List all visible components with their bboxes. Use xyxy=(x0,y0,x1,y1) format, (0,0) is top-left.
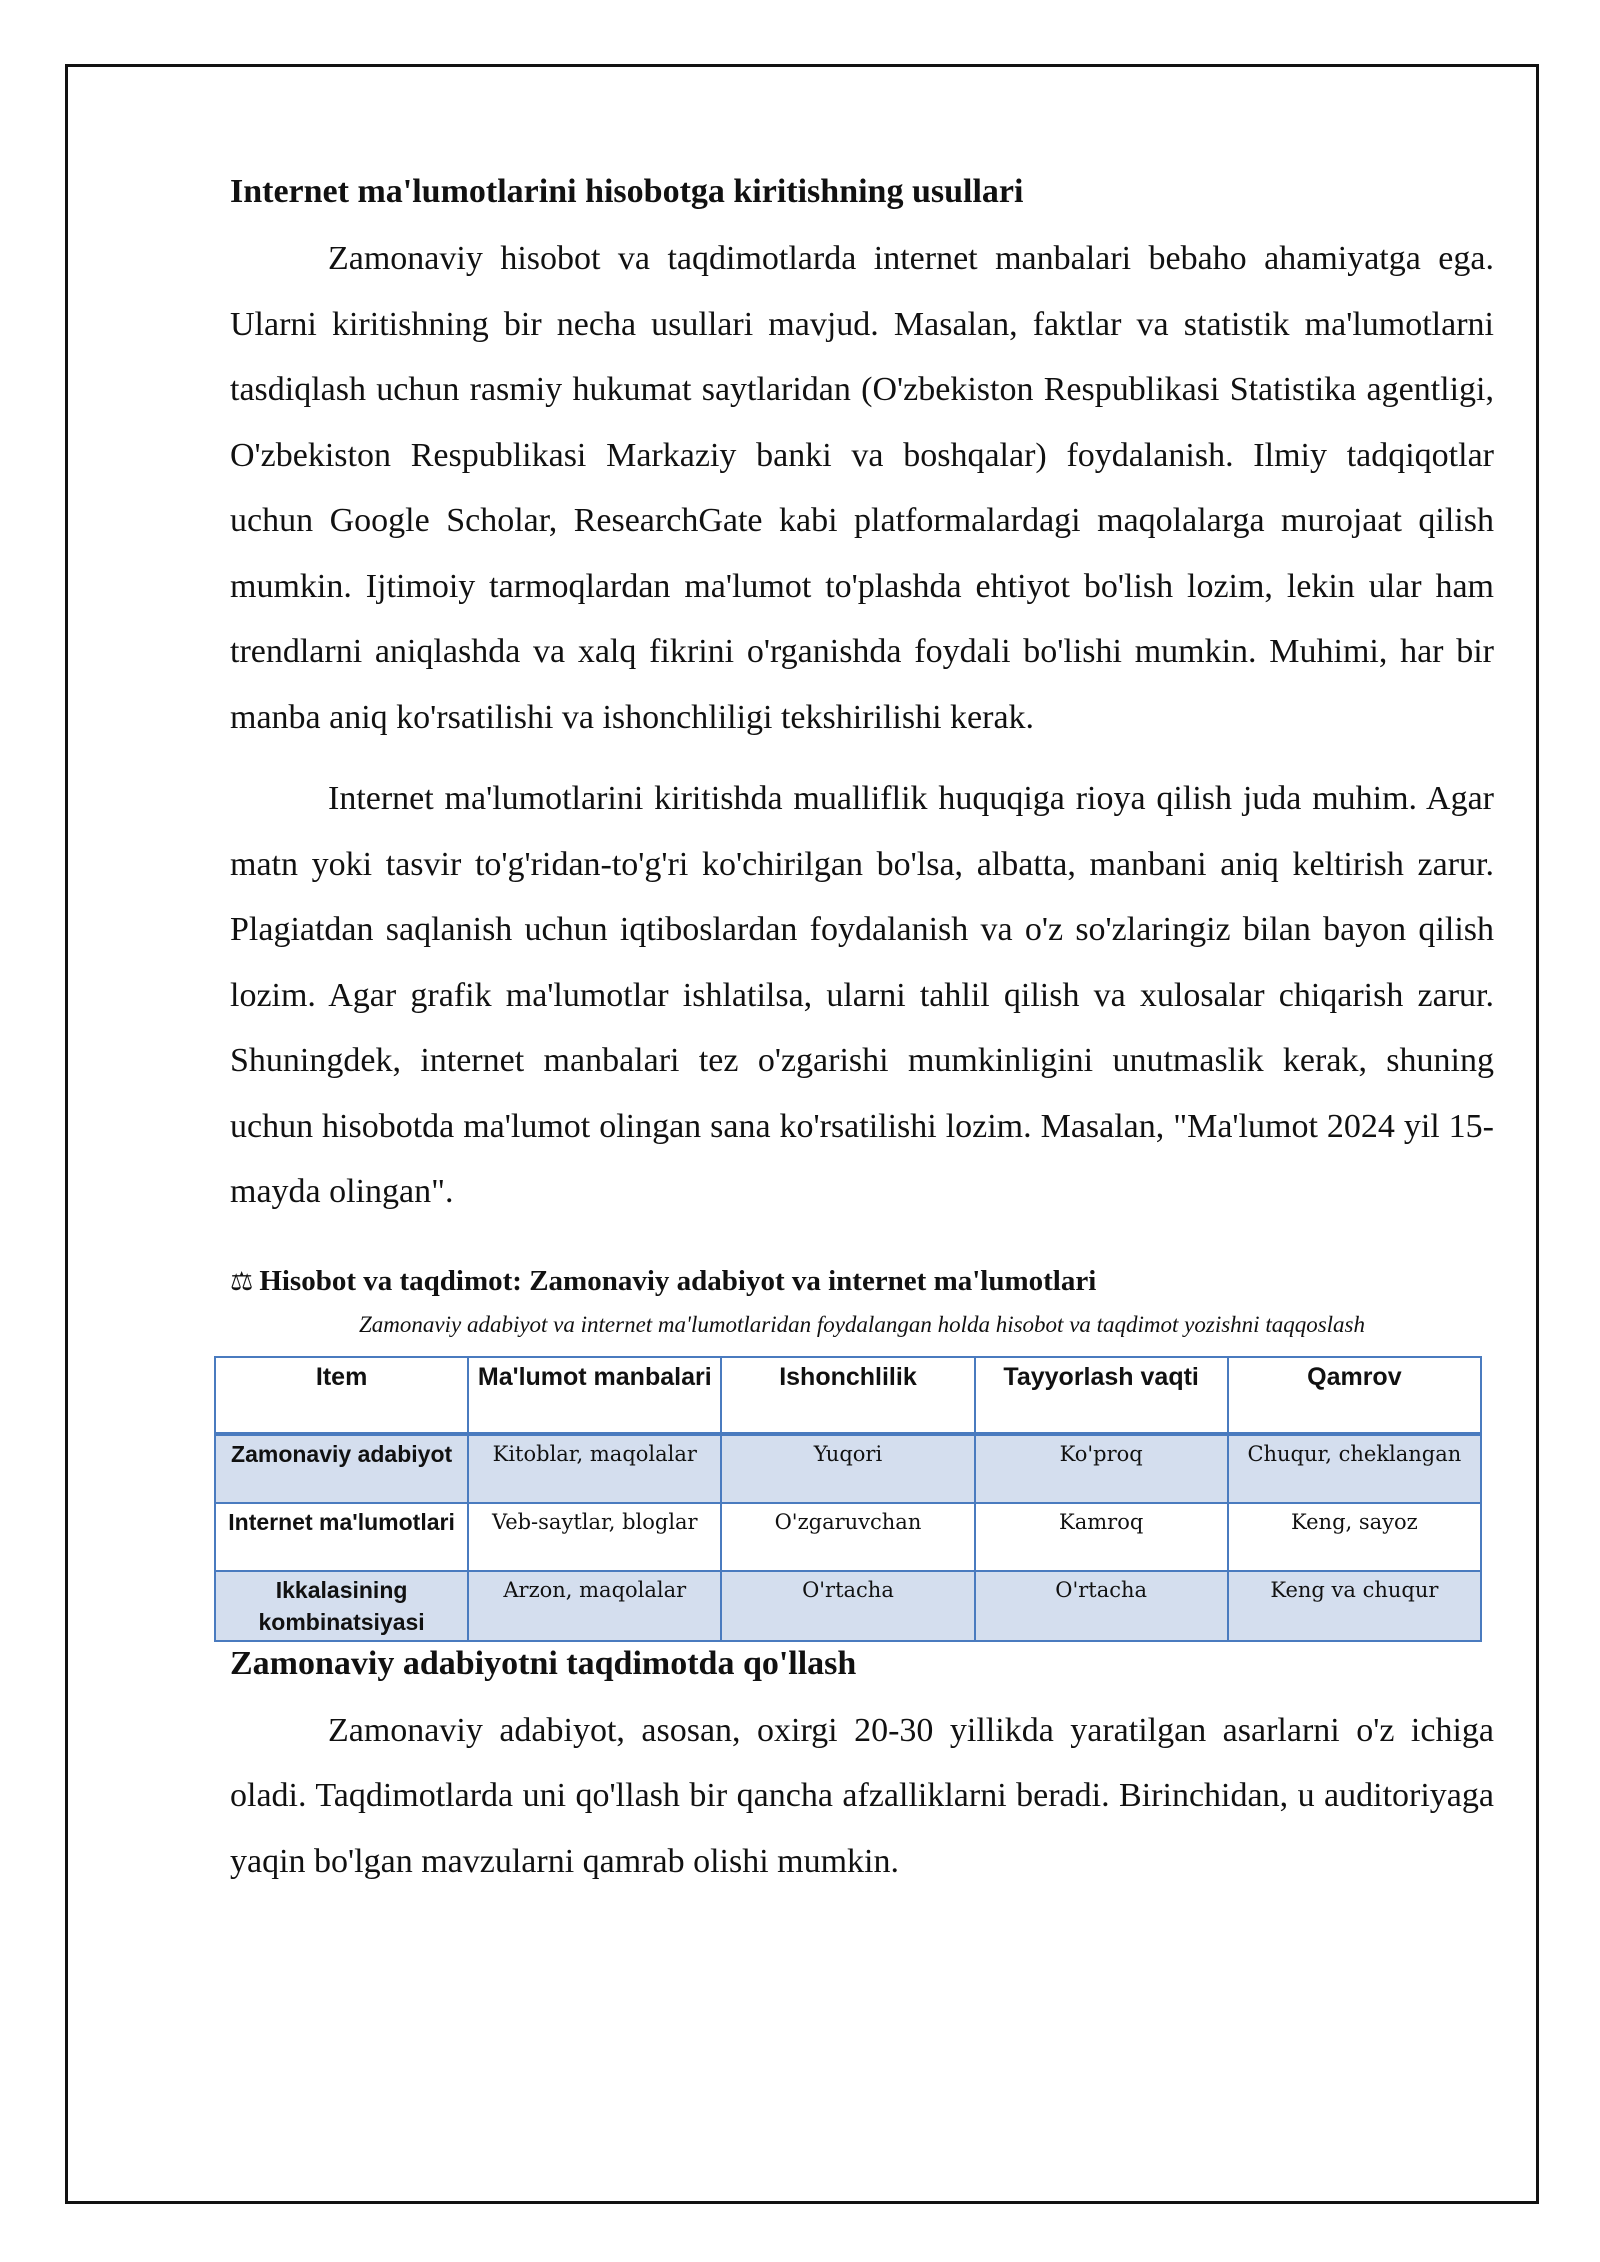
table-cell: Veb-saytlar, bloglar xyxy=(468,1503,721,1571)
table-cell: Kamroq xyxy=(975,1503,1228,1571)
table-row xyxy=(215,1434,1481,1503)
table-cell: Arzon, maqolalar xyxy=(468,1571,721,1641)
table-cell: O'zgaruvchan xyxy=(721,1503,974,1571)
column-header: Tayyorlash vaqti xyxy=(975,1357,1228,1434)
document-body xyxy=(230,170,1494,1910)
paragraph-internet-sources: Zamonaviy hisobot va taqdimotlarda internet manbalari bebaho ahamiyatga ega. Ularni kiritishning bir necha usullari mavjud. Masalan, faktlar va statistik ma'lumotlarni tasdiqlash uchun rasmiy hukumat saytlaridan (O'zbekiston Respublikasi Statistika agentligi, O'zbekiston Respublikasi Markaziy banki va boshqalar) foydalanish. Ilmiy tadqiqotlar uchun Google Scholar, ResearchGate kabi platformalardagi maqolalarga murojaat qilish mumkin. Ijtimoiy tarmoqlardan ma'lumot to'plashda ehtiyot bo'lish lozim, lekin ular ham trendlarni aniqlashda va xalq fikrini o'rganishda foydali bo'lishi mumkin. Muhimi, har bir manba aniq ko'rsatilishi va ishonchliligi tekshirilishi kerak. xyxy=(230,240,1494,736)
table-cell: Keng, sayoz xyxy=(1228,1503,1481,1571)
paragraph-modern-literature: Zamonaviy adabiyot, asosan, oxirgi 20-30 yillikda yaratilgan asarlarni o'z ichiga oladi. Taqdimotlarda uni qo'llash bir qancha afzalliklarni beradi. Birinchidan, u auditoriyaga yaqin bo'lgan mavzularni qamrab olishi mumkin. xyxy=(230,1711,1494,1880)
table-cell: O'rtacha xyxy=(975,1571,1228,1641)
row-header-cell: Ikkalasining kombinatsiyasi xyxy=(215,1571,468,1641)
table-header-row xyxy=(215,1357,1481,1434)
table-subcaption: Zamonaviy adabiyot va internet ma'lumotlaridan foydalangan holda hisobot va taqdimot yozishni taqqoslash xyxy=(358,1311,1365,1337)
table-caption-text: Hisobot va taqdimot: Zamonaviy adabiyot va internet ma'lumotlari xyxy=(259,1264,1097,1297)
column-header: Ma'lumot manbalari xyxy=(468,1357,721,1434)
table-cell: Yuqori xyxy=(721,1434,974,1503)
table-cell: Ko'proq xyxy=(975,1434,1228,1503)
table-row xyxy=(215,1503,1481,1571)
column-header: Item xyxy=(215,1357,468,1434)
row-header-cell: Internet ma'lumotlari xyxy=(215,1503,468,1571)
table-cell: Keng va chuqur xyxy=(1228,1571,1481,1641)
table-cell: Kitoblar, maqolalar xyxy=(468,1434,721,1503)
balance-scale-icon: ⚖ xyxy=(230,1266,254,1297)
column-header: Qamrov xyxy=(1228,1357,1481,1434)
section-heading-modern-literature: Zamonaviy adabiyotni taqdimotda qo'llash xyxy=(230,1644,857,1682)
paragraph-copyright: Internet ma'lumotlarini kiritishda mualliflik huquqiga rioya qilish juda muhim. Agar matn yoki tasvir to'g'ridan-to'g'ri ko'chirilgan bo'lsa, albatta, manbani aniq keltirish zarur. Plagiatdan saqlanish uchun iqtiboslardan foydalanish va o'z so'zlaringiz bilan bayon qilish lozim. Agar grafik ma'lumotlar ishlatilsa, ularni tahlil qilish va xulosalar chiqarish zarur. Shuningdek, internet manbalari tez o'zgarishi mumkinligini unutmaslik kerak, shuning uchun hisobotda ma'lumot olingan sana ko'rsatilishi lozim. Masalan, "Ma'lumot 2024 yil 15-mayda olingan". xyxy=(230,780,1494,1210)
table-cell: Chuqur, cheklangan xyxy=(1228,1434,1481,1503)
table-caption xyxy=(230,1261,1494,1302)
table-row xyxy=(215,1571,1481,1641)
table-cell: O'rtacha xyxy=(721,1571,974,1641)
row-header-cell: Zamonaviy adabiyot xyxy=(215,1434,468,1503)
section-heading-internet-methods: Internet ma'lumotlarini hisobotga kiritishning usullari xyxy=(230,173,1024,210)
comparison-table xyxy=(214,1356,1482,1642)
column-header: Ishonchlilik xyxy=(721,1357,974,1434)
